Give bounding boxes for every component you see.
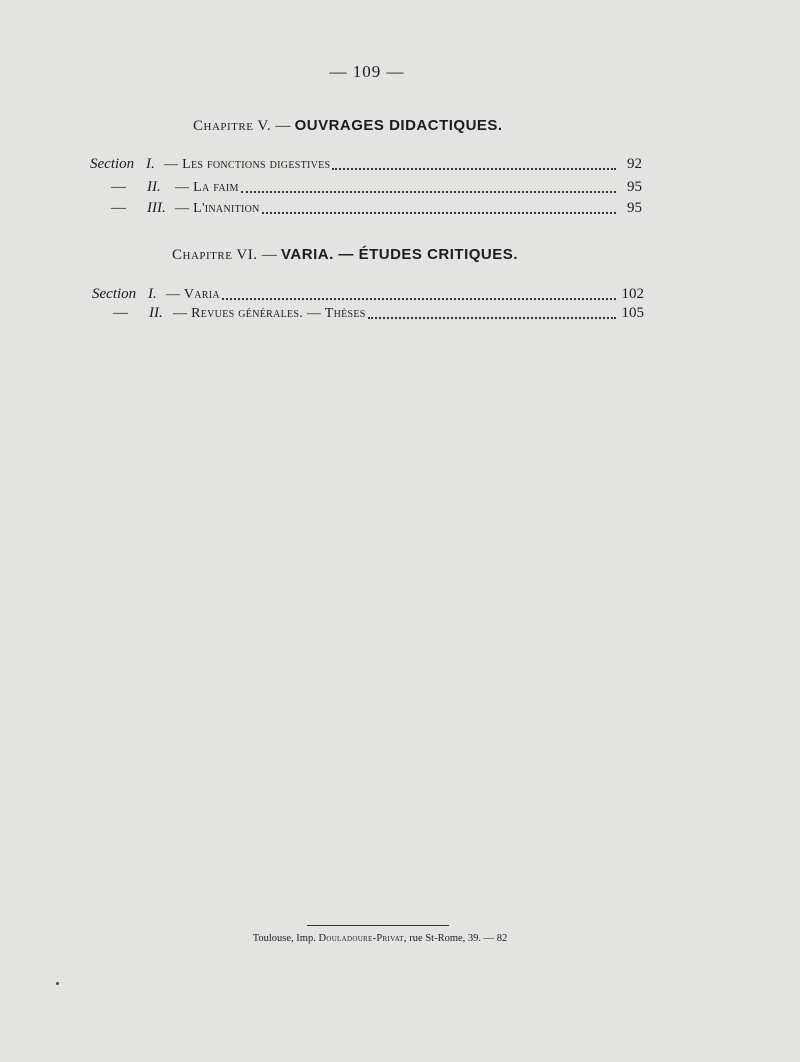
chapter-6-label: Chapitre VI. — (172, 247, 278, 263)
toc-section-number: II. (149, 305, 163, 321)
toc-page-number: 105 (621, 305, 644, 321)
toc-entry-title: — Varia (166, 287, 220, 302)
toc-entry-title: — Revues générales. — Thèses (173, 306, 366, 321)
toc-ditto-dash: — (111, 179, 126, 195)
toc-section-number: II. (147, 179, 161, 195)
toc-row (90, 156, 642, 173)
toc-entry-title: — La faim (175, 180, 239, 195)
toc-page-number: 95 (627, 179, 642, 195)
toc-page-number: 102 (621, 286, 644, 302)
toc-section-label: Section (90, 156, 135, 172)
imprint-address: rue St-Rome, 39. — 82 (409, 933, 508, 944)
footer-rule (307, 925, 449, 926)
chapter-5-label: Chapitre V. — (193, 118, 291, 134)
toc-entry-title: — L'inanition (175, 201, 260, 216)
toc-row (92, 286, 644, 303)
toc-ditto-dash: — (111, 200, 126, 216)
toc-row (113, 305, 644, 322)
dot-leader (241, 191, 616, 193)
toc-section-number: III. (147, 200, 166, 216)
dot-leader (222, 298, 616, 300)
toc-entry-title: — Les fonctions digestives (164, 157, 331, 172)
toc-row (111, 179, 642, 196)
toc-page-number: 95 (627, 200, 642, 216)
chapter-6-title: VARIA. — ÉTUDES CRITIQUES. (281, 246, 518, 263)
toc-section-number: I. (146, 156, 155, 172)
imprint-prefix: Toulouse, Imp. (252, 933, 316, 944)
toc-section-number: I. (148, 286, 157, 302)
toc-ditto-dash: — (113, 305, 128, 321)
paper-speck (56, 982, 59, 985)
chapter-5-heading (193, 117, 503, 135)
chapter-6-heading (172, 246, 518, 264)
toc-section-label: Section (92, 286, 137, 302)
dot-leader (262, 212, 616, 214)
dot-leader (368, 317, 616, 319)
imprint-printer: Douladoure-Privat, (318, 933, 407, 944)
printer-imprint (0, 933, 760, 944)
dot-leader (332, 168, 616, 170)
toc-page-number: 92 (627, 156, 642, 172)
page-number: — 109 — (329, 62, 405, 81)
toc-row (111, 200, 642, 217)
chapter-5-title: OUVRAGES DIDACTIQUES. (294, 117, 503, 134)
